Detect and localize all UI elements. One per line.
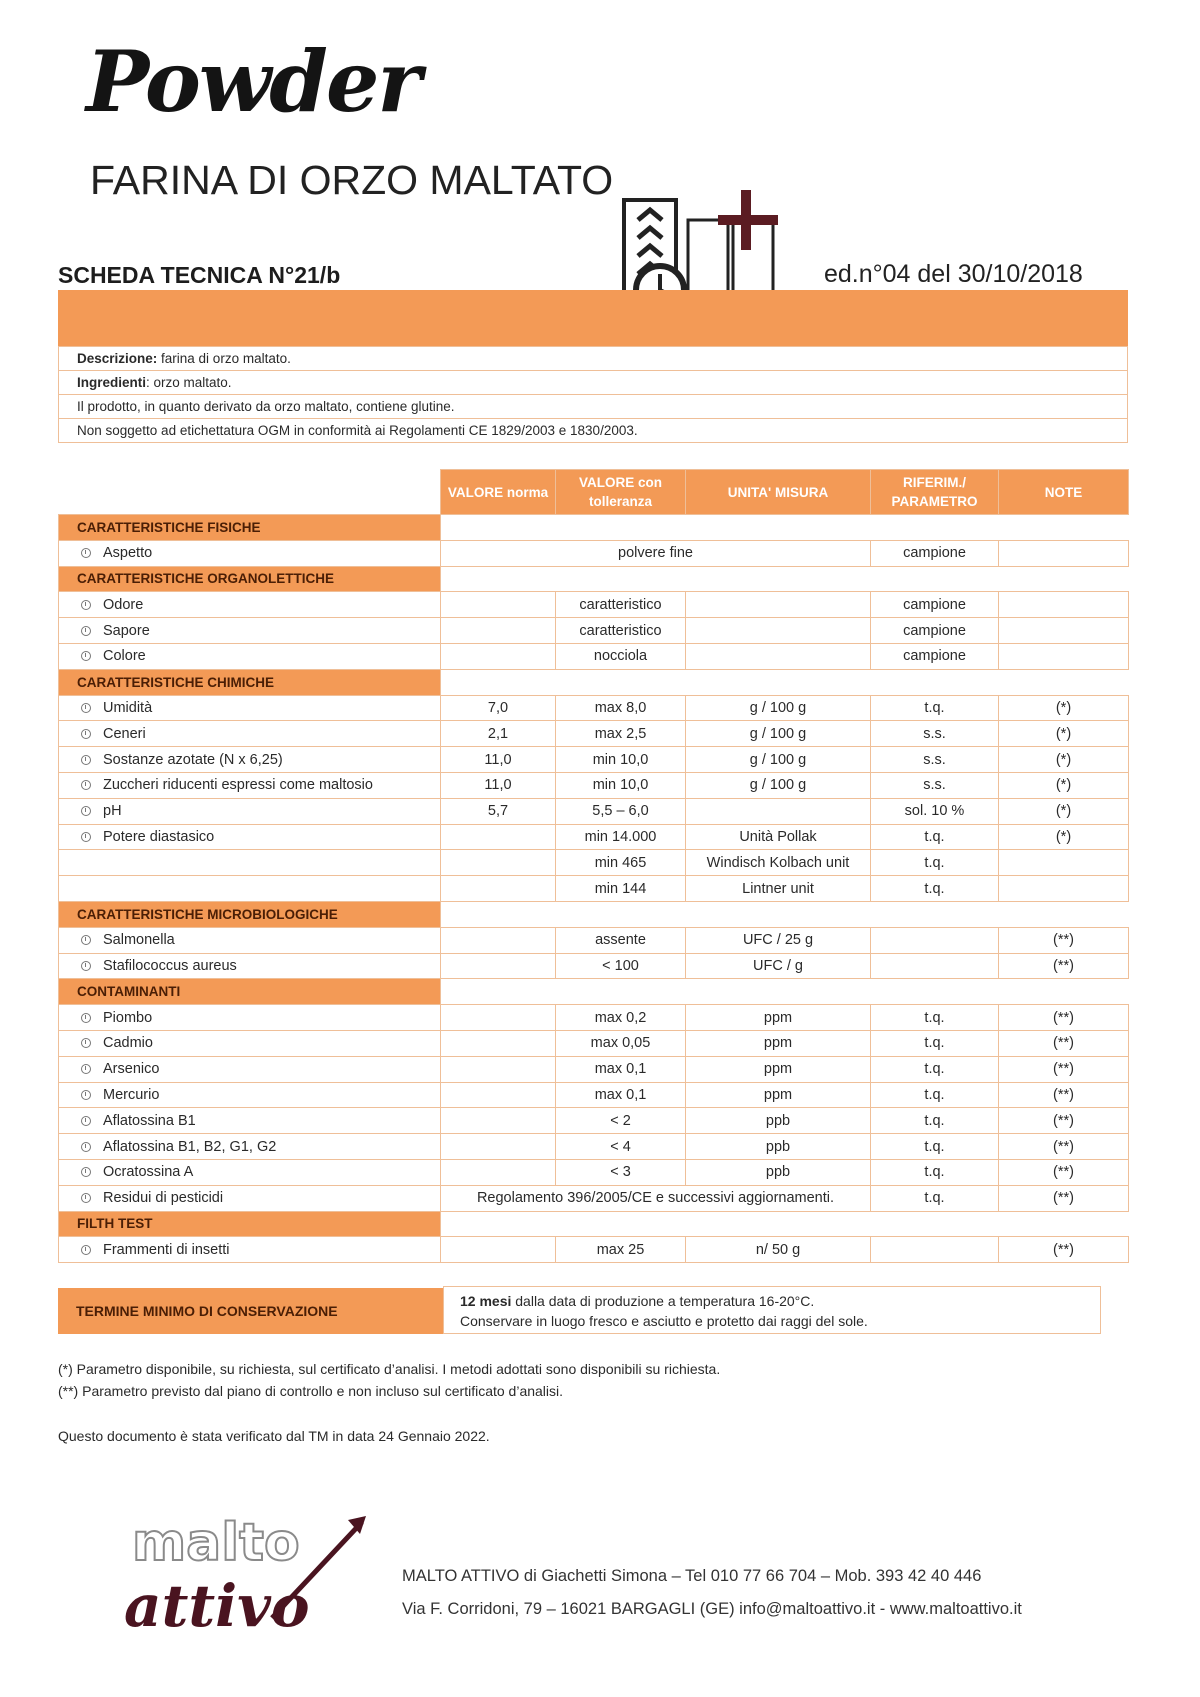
footer-contacts [402,1560,1022,1626]
footnotes [58,1358,720,1402]
section-row [59,566,1129,592]
table-row: Aspetto polvere fine campione [59,540,1129,566]
clock-icon [81,935,91,945]
logo-text-malto: malto [132,1513,300,1573]
table-row: Stafilococcus aureus < 100 UFC / g (**) [59,953,1129,979]
shelf-life-text: 12 mesi dalla data di produzione a temperatura 16-20°C. Conservare in luogo fresco e asciutto e protetto dai raggi del sole. [443,1286,1101,1334]
section-chimiche: CARATTERISTICHE CHIMICHE [59,669,441,695]
table-row: Colore nocciola campione [59,643,1129,669]
table-row: Residui di pesticidi Regolamento 396/2005/CE e successivi aggiornamenti. t.q. (**) [59,1185,1129,1211]
product-subtitle: FARINA DI ORZO MALTATO [90,157,614,203]
section-filth: FILTH TEST [59,1211,441,1237]
section-row [59,669,1129,695]
section-row [59,901,1129,927]
clock-icon [81,1116,91,1126]
table-row: Ceneri 2,1 max 2,5 g / 100 g s.s. (*) [59,721,1129,747]
table-row: Potere diastasico min 14.000 Unità Pollak t.q. (*) [59,824,1129,850]
table-row: Zuccheri riducenti espressi come maltosio 11,0 min 10,0 g / 100 g s.s. (*) [59,772,1129,798]
footer-address-line: Via F. Corridoni, 79 – 16021 BARGAGLI (GE) info@maltoattivo.it - www.maltoattivo.it [402,1600,1022,1618]
table-row: Ocratossina A < 3 ppb t.q. (**) [59,1159,1129,1185]
clock-icon [81,548,91,558]
header-valore-tolleranza: VALORE con tolleranza [556,470,686,515]
spec-table [58,469,1129,1263]
clock-icon [81,780,91,790]
table-row: min 465 Windisch Kolbach unit t.q. [59,850,1129,876]
header-band [58,290,1128,346]
clock-icon [81,961,91,971]
clock-icon [81,1090,91,1100]
table-row: pH 5,7 5,5 – 6,0 sol. 10 % (*) [59,798,1129,824]
section-row [59,1211,1129,1237]
edition-date: ed.n°04 del 30/10/2018 [824,260,1083,288]
section-fisiche: CARATTERISTICHE FISICHE [59,515,441,541]
clock-icon [81,832,91,842]
table-row: min 144 Lintner unit t.q. [59,876,1129,902]
spec-table-wrapper [58,469,1128,1263]
table-row: Salmonella assente UFC / 25 g (**) [59,927,1129,953]
clock-icon [81,703,91,713]
clock-icon [81,729,91,739]
section-row [59,515,1129,541]
footnote: (*) Parametro disponibile, su richiesta, sul certificato d’analisi. I metodi adottati sono disponibili su richiesta. [58,1361,721,1377]
sheet-number: SCHEDA TECNICA N°21/b [58,262,341,288]
malto-attivo-logo [122,1508,382,1638]
clock-icon [81,806,91,816]
clock-icon [81,1038,91,1048]
clock-icon [81,755,91,765]
logo-text-attivo: attivo [124,1572,310,1638]
shelf-life-label: TERMINE MINIMO DI CONSERVAZIONE [58,1288,443,1334]
gluten-line: Il prodotto, in quanto derivato da orzo maltato, contiene glutine. [59,395,1127,419]
table-row: Sostanze azotate (N x 6,25) 11,0 min 10,0 g / 100 g s.s. (*) [59,747,1129,773]
section-contaminanti: CONTAMINANTI [59,979,441,1005]
ogm-line: Non soggetto ad etichettatura OGM in conformità ai Regolamenti CE 1829/2003 e 1830/2003. [77,423,638,438]
clock-icon [81,600,91,610]
section-microbiologiche: CARATTERISTICHE MICROBIOLOGICHE [59,901,441,927]
table-row: Frammenti di insetti max 25 n/ 50 g (**) [59,1237,1129,1263]
section-organolettiche: CARATTERISTICHE ORGANOLETTICHE [59,566,441,592]
clock-icon [81,1245,91,1255]
table-header-row [59,470,1129,515]
header-note: NOTE [999,470,1129,515]
header-unita-misura: UNITA' MISURA [686,470,871,515]
table-row: Cadmio max 0,05 ppm t.q. (**) [59,1030,1129,1056]
table-row: Piombo max 0,2 ppm t.q. (**) [59,1005,1129,1031]
clock-icon [81,1167,91,1177]
table-row: Mercurio max 0,1 ppm t.q. (**) [59,1082,1129,1108]
footnote: (**) Parametro previsto dal piano di controllo e non incluso sul certificato d’analisi. [58,1383,564,1399]
header-riferimento: RIFERIM./ PARAMETRO [871,470,999,515]
clock-icon [81,1193,91,1203]
clock-icon [81,651,91,661]
table-row: Arsenico max 0,1 ppm t.q. (**) [59,1056,1129,1082]
footer-company-line: MALTO ATTIVO di Giachetti Simona – Tel 010 77 66 704 – Mob. 393 42 40 446 [402,1567,982,1585]
table-row: Sapore caratteristico campione [59,618,1129,644]
description-box [58,346,1128,443]
table-row: Aflatossina B1, B2, G1, G2 < 4 ppb t.q. (**) [59,1134,1129,1160]
table-row: Aflatossina B1 < 2 ppb t.q. (**) [59,1108,1129,1134]
header-valore-norma: VALORE norma [441,470,556,515]
table-row: Odore caratteristico campione [59,592,1129,618]
clock-icon [81,626,91,636]
brand-title: Powder [86,32,420,131]
section-row [59,979,1129,1005]
description-line: Descrizione: farina di orzo maltato. [59,347,1127,371]
clock-icon [81,1013,91,1023]
clock-icon [81,1142,91,1152]
ingredients-line: Ingredienti: orzo maltato. [59,371,1127,395]
verification-note: Questo documento è stata verificato dal TM in data 24 Gennaio 2022. [58,1428,490,1444]
table-row: Umidità 7,0 max 8,0 g / 100 g t.q. (*) [59,695,1129,721]
clock-icon [81,1064,91,1074]
